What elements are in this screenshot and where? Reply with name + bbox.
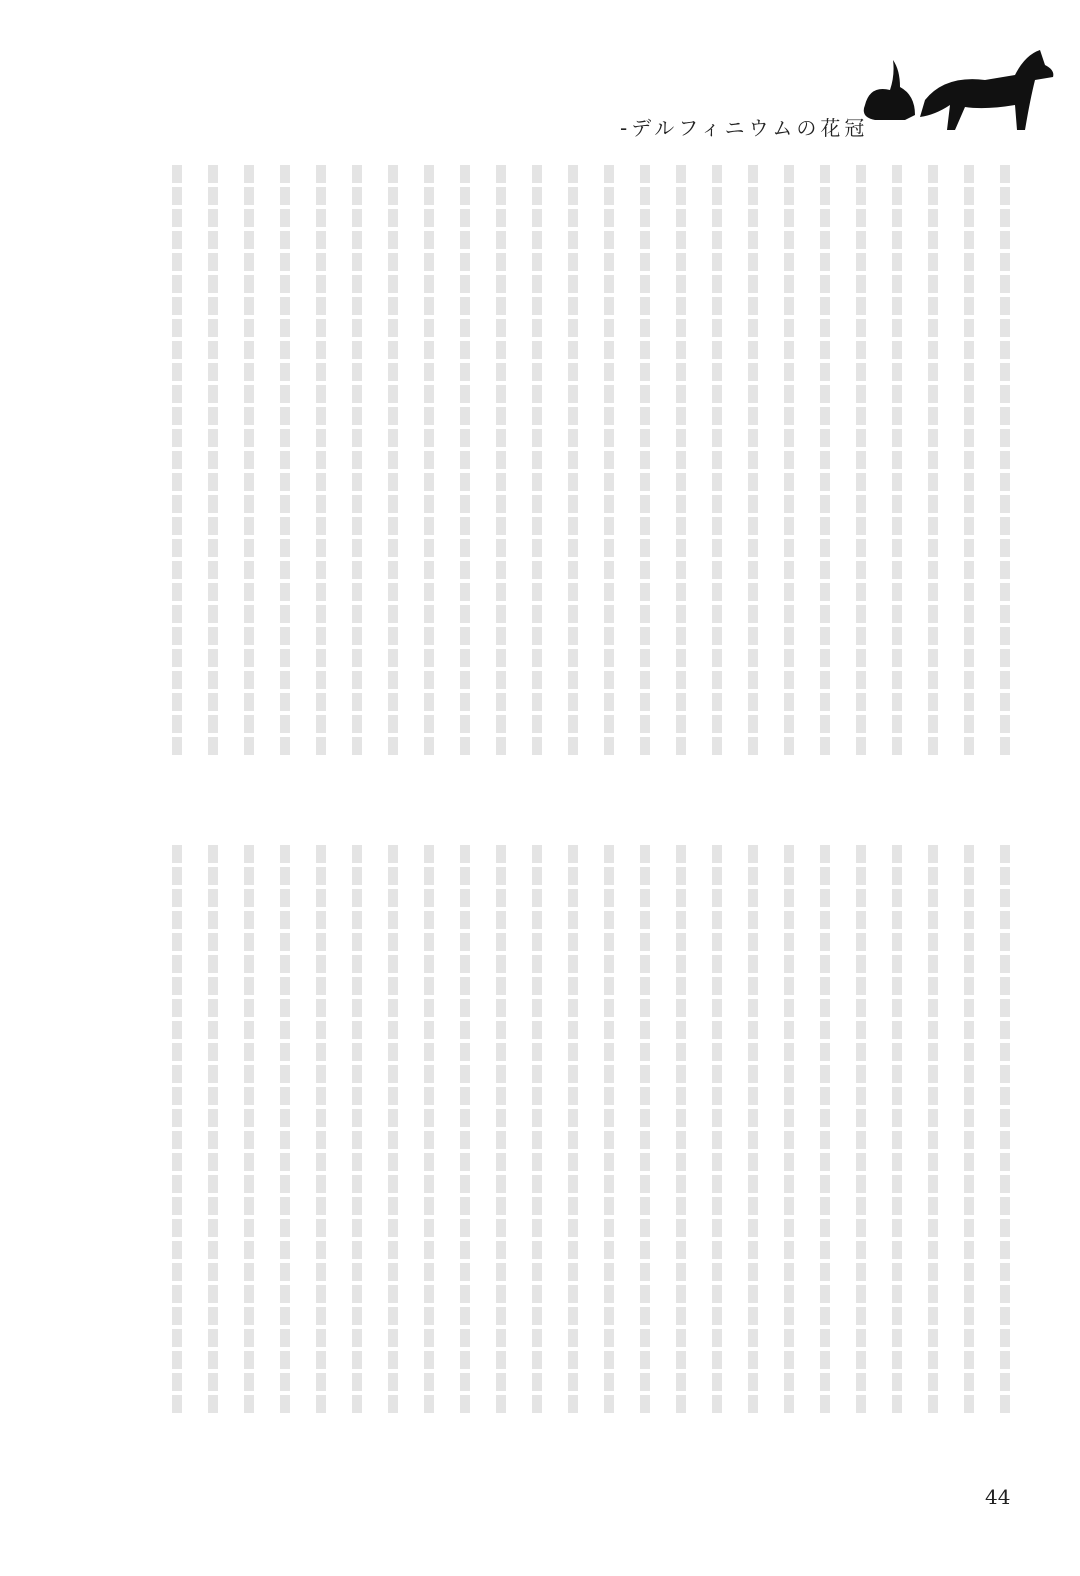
body-text-upper-redacted bbox=[90, 165, 1010, 755]
page-number: 44 bbox=[985, 1485, 1011, 1509]
running-header-title: -デルフィニウムの花冠 bbox=[620, 116, 869, 140]
wolf-and-rabbit-icon bbox=[855, 45, 1060, 135]
body-text-lower-redacted bbox=[90, 845, 1010, 1415]
